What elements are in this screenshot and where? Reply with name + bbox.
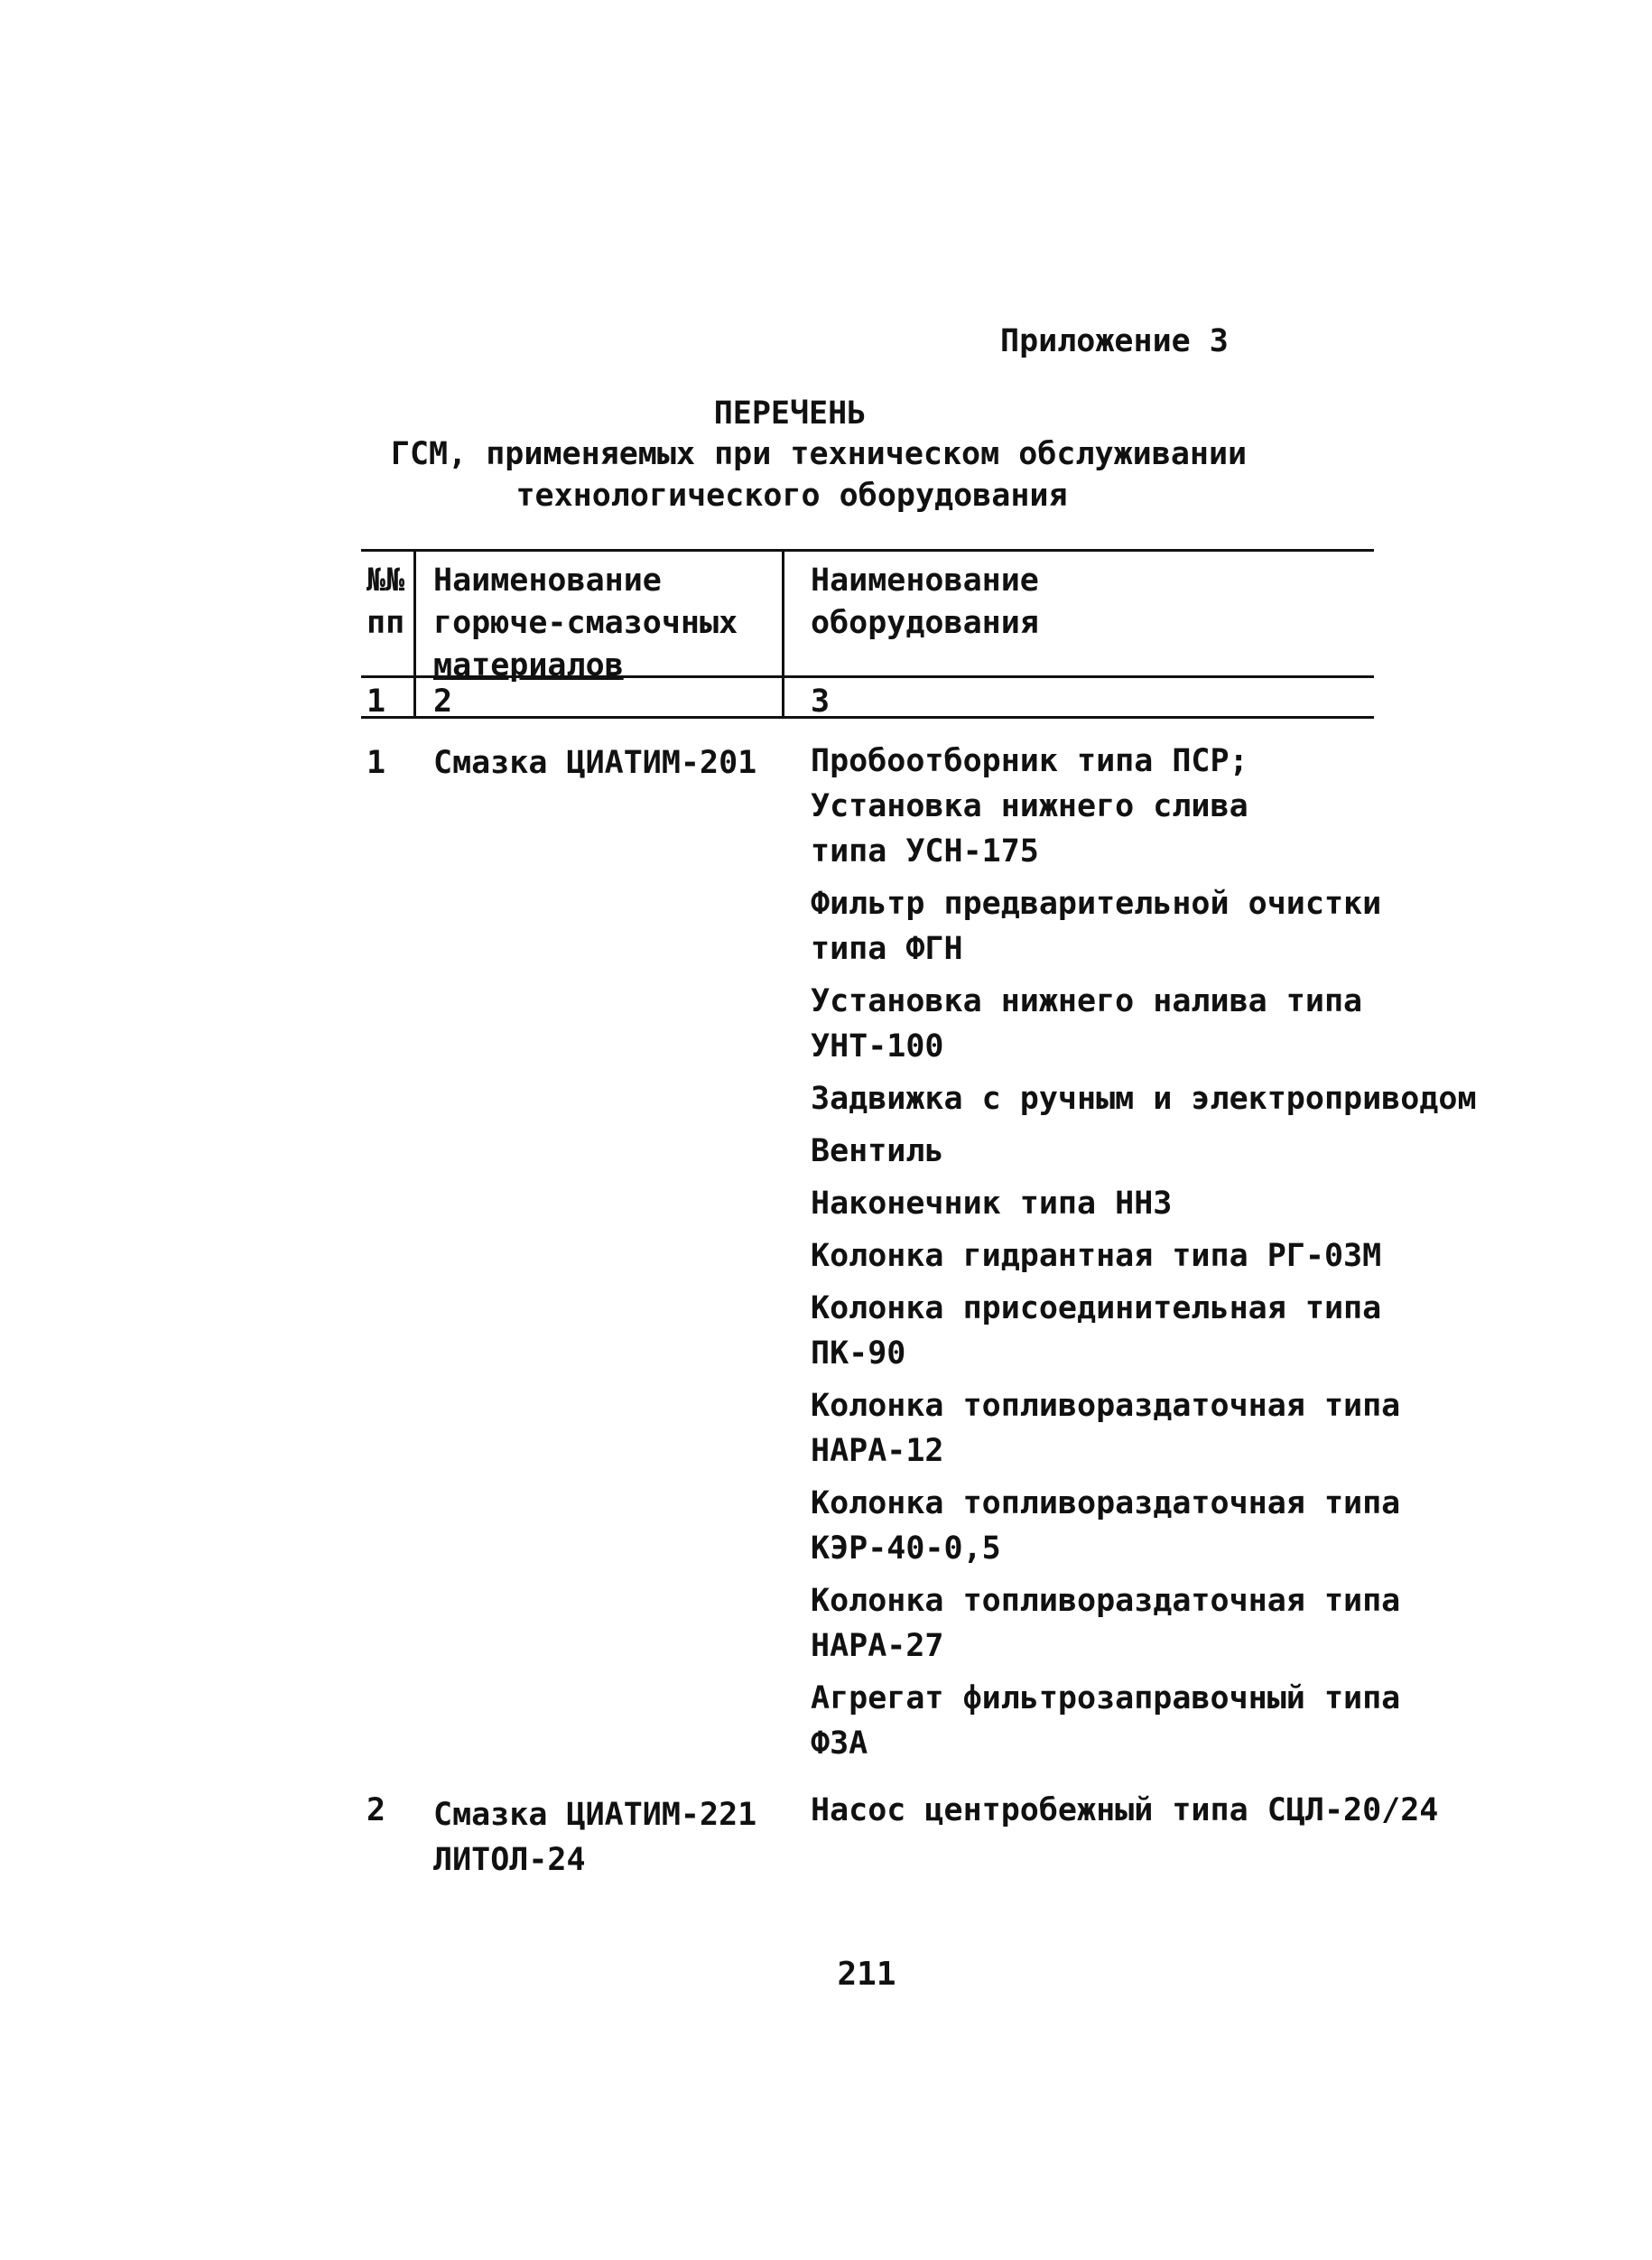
header-material-line3: материалов (433, 647, 624, 684)
row2-number: 2 (367, 1792, 386, 1828)
equipment-line: Вентиль (811, 1133, 944, 1169)
header-equipment (811, 560, 1039, 645)
equipment-line: Колонка топливораздаточная типа (811, 1583, 1401, 1619)
appendix-label: Приложение 3 (1000, 323, 1229, 359)
document-title: ПЕРЕЧЕНЬ (713, 395, 867, 432)
equipment-line: типа ФГН (811, 931, 963, 967)
column-number-2: 2 (433, 684, 453, 720)
row2-material-line2: ЛИТОЛ-24 (433, 1842, 586, 1878)
table-column-number-rule (361, 716, 1374, 719)
table-column-divider-1 (413, 549, 416, 719)
column-number-3: 3 (811, 684, 831, 720)
equipment-line: Установка нижнего налива типа (811, 983, 1363, 1019)
header-equipment-line2: оборудования (811, 605, 1039, 641)
equipment-line: ФЗА (811, 1725, 868, 1762)
row1-material: Смазка ЦИАТИМ-201 (433, 745, 757, 781)
equipment-line: Колонка присоединительная типа (811, 1290, 1382, 1326)
header-material-line2: горюче-смазочных (433, 605, 738, 641)
table-column-divider-2 (782, 549, 784, 719)
equipment-line: Задвижка с ручным и электроприводом (811, 1081, 1477, 1117)
equipment-item (811, 1181, 1477, 1226)
row2-material-line1: Смазка ЦИАТИМ-221 (433, 1797, 757, 1833)
equipment-line: НАРА-12 (811, 1433, 944, 1469)
equipment-line: НАРА-27 (811, 1628, 944, 1664)
header-number-line2: пп (367, 605, 405, 641)
equipment-line: Агрегат фильтрозаправочный типа (811, 1680, 1401, 1716)
page-number: 211 (837, 1956, 896, 1993)
equipment-item (811, 1286, 1477, 1376)
equipment-line: Колонка гидрантная типа РГ-03М (811, 1238, 1382, 1274)
column-number-1: 1 (367, 684, 386, 720)
equipment-item (811, 979, 1477, 1069)
equipment-item (811, 1076, 1477, 1121)
equipment-item (811, 1233, 1477, 1279)
equipment-line: КЭР-40-0,5 (811, 1530, 1001, 1567)
document-subtitle-line1: ГСМ, применяемых при техническом обслуживании (390, 436, 1248, 472)
row2-equipment: Насос центробежный типа СЦЛ-20/24 (811, 1792, 1439, 1828)
equipment-item (811, 739, 1477, 874)
table-top-rule (361, 549, 1374, 552)
equipment-line: ПК-90 (811, 1335, 906, 1372)
equipment-item (811, 1129, 1477, 1174)
header-material (433, 560, 738, 687)
header-material-line1: Наименование (433, 563, 662, 599)
document-subtitle-line2: технологического оборудования (515, 478, 1068, 514)
row1-number: 1 (367, 745, 386, 781)
equipment-line: типа УСН-175 (811, 833, 1039, 870)
header-number (367, 560, 404, 645)
equipment-line: Наконечник типа ННЗ (811, 1186, 1173, 1222)
equipment-line: Колонка топливораздаточная типа (811, 1388, 1401, 1424)
equipment-line: Установка нижнего слива (811, 788, 1248, 824)
equipment-item (811, 1578, 1477, 1669)
equipment-item (811, 1481, 1477, 1571)
equipment-line: Фильтр предварительной очистки (811, 886, 1382, 922)
equipment-item (811, 1383, 1477, 1474)
equipment-line: Пробоотборник типа ПСР; (811, 743, 1248, 779)
row2-material (433, 1792, 756, 1883)
equipment-line: Колонка топливораздаточная типа (811, 1485, 1401, 1521)
equipment-item (811, 1676, 1477, 1766)
header-number-line1: №№ (367, 563, 405, 599)
equipment-item (811, 881, 1477, 972)
equipment-line: УНТ-100 (811, 1028, 944, 1065)
row1-equipment-list (811, 739, 1477, 1773)
header-equipment-line1: Наименование (811, 563, 1039, 599)
